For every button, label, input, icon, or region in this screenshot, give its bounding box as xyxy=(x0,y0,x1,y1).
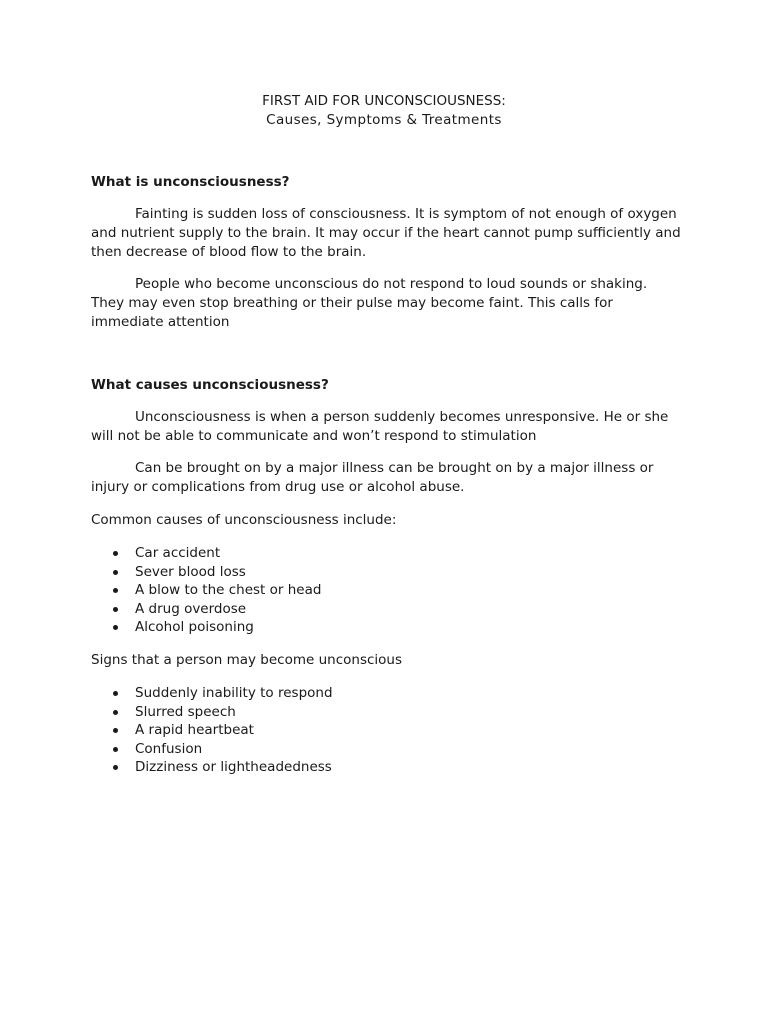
list-item: Car accident xyxy=(91,544,321,563)
list-item: A blow to the chest or head xyxy=(91,581,321,600)
list-item: Suddenly inability to respond xyxy=(91,684,333,703)
causes-list xyxy=(91,544,321,637)
list-item: Slurred speech xyxy=(91,703,333,722)
list-item: Sever blood loss xyxy=(91,563,321,582)
bullet-icon xyxy=(113,728,118,733)
list-item: Confusion xyxy=(91,740,333,759)
list-item: Alcohol poisoning xyxy=(91,618,321,637)
signs-intro: Signs that a person may become unconscious xyxy=(91,652,403,668)
bullet-icon xyxy=(113,625,118,630)
section-heading-what-causes: What causes unconsciousness? xyxy=(91,377,329,393)
list-item: A drug overdose xyxy=(91,600,321,619)
paragraph-brought-on: Can be brought on by a major illness can be brought on by a major illness or injury or complications from drug use or alcohol abuse. xyxy=(91,460,654,495)
bullet-icon xyxy=(113,691,118,696)
signs-list xyxy=(91,684,333,777)
bullet-icon xyxy=(113,570,118,575)
bullet-icon xyxy=(113,551,118,556)
bullet-icon xyxy=(113,607,118,612)
paragraph-unresponsive: People who become unconscious do not respond to loud sounds or shaking. They may even stop breathing or their pulse may become faint. This calls for immediate attention xyxy=(91,276,648,330)
title-line-1: FIRST AID FOR UNCONSCIOUSNESS: xyxy=(262,93,506,109)
bullet-icon xyxy=(113,765,118,770)
section-heading-what-is: What is unconsciousness? xyxy=(91,174,290,190)
bullet-icon xyxy=(113,588,118,593)
bullet-icon xyxy=(113,747,118,752)
paragraph-unconsciousness-definition: Unconsciousness is when a person suddenly becomes unresponsive. He or she will not be able to communicate and won’t respond to stimulation xyxy=(91,409,669,444)
bullet-icon xyxy=(113,710,118,715)
document-title xyxy=(0,92,768,130)
paragraph-fainting: Fainting is sudden loss of consciousness. It is symptom of not enough of oxygen and nutrient supply to the brain. It may occur if the heart cannot pump sufficiently and then decrease of blood flow to the brain. xyxy=(91,206,681,260)
list-item: Dizziness or lightheadedness xyxy=(91,758,333,777)
causes-intro: Common causes of unconsciousness include: xyxy=(91,512,397,528)
title-line-2: Causes, Symptoms & Treatments xyxy=(266,112,502,128)
list-item: A rapid heartbeat xyxy=(91,721,333,740)
